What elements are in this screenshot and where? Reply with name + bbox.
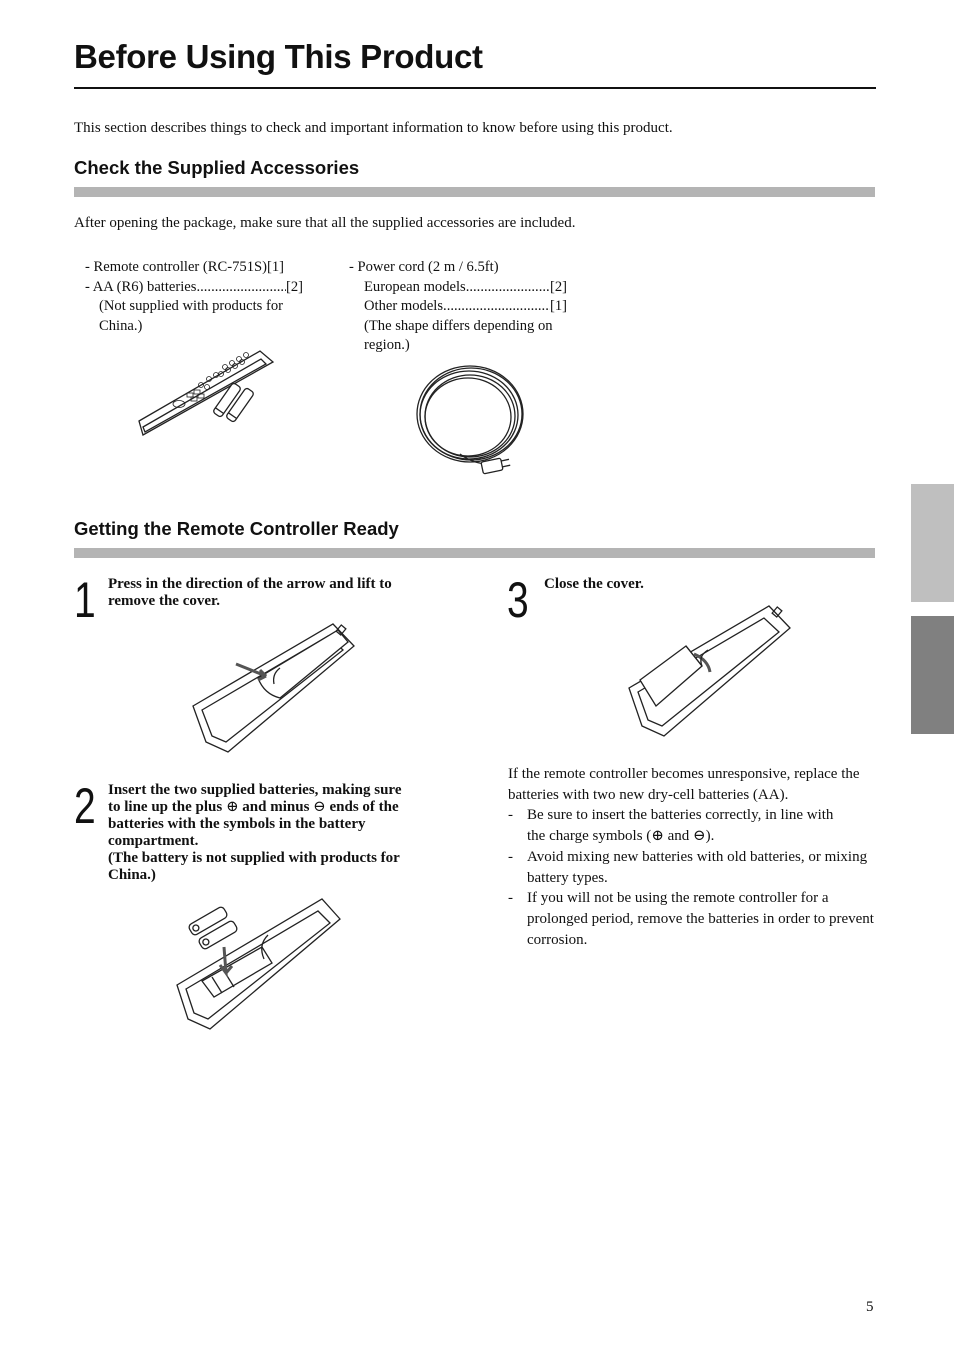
- accessories-intro: After opening the package, make sure that all the supplied accessories are included.: [74, 215, 576, 231]
- note-item: - If you will not be using the remote controller for a prolonged period, remove the batteries in order to prevent corrosion.: [508, 890, 874, 948]
- note-item: - Be sure to insert the batteries correctly, in line with the charge symbols (⊕ and ⊖).: [508, 807, 834, 845]
- step-2-number: 2: [74, 778, 96, 834]
- accessory-remote: - Remote controller (RC-751S)[1]: [85, 259, 284, 275]
- power-cord-illustration: [410, 362, 535, 482]
- plus-symbol: ⊕: [651, 828, 664, 845]
- step-2-text: Insert the two supplied batteries, making sure to line up the plus ⊕ and minus ⊖ ends of the batteries with the symbols in the battery compartment. (The battery is not supplied with products for China.): [108, 782, 402, 883]
- accessory-cord-note: (The shape differs depending on: [364, 317, 553, 334]
- accessories-rule: [74, 187, 875, 197]
- step-3-text: Close the cover.: [544, 576, 644, 592]
- insert-batteries-illustration: [172, 893, 344, 1033]
- remote-ready-rule: [74, 548, 875, 558]
- step-3-number: 3: [507, 572, 529, 628]
- section-tab-light: [911, 484, 954, 602]
- notes-intro: If the remote controller becomes unresponsive, replace the batteries with two new dry-cell batteries (AA).: [508, 766, 860, 803]
- note-item: - Avoid mixing new batteries with old batteries, or mixing battery types.: [508, 848, 868, 886]
- plus-symbol: ⊕: [225, 799, 239, 815]
- accessory-other-models: Other models ..... [1]: [349, 297, 567, 317]
- remote-controller-illustration: [135, 345, 280, 440]
- battery-notes: [508, 764, 883, 950]
- title-rule: [74, 87, 876, 89]
- remote-ready-heading: Getting the Remote Controller Ready: [74, 518, 399, 539]
- accessory-eu-models: European models ..... [2]: [349, 278, 567, 298]
- step-1-text: Press in the direction of the arrow and lift to remove the cover.: [108, 576, 392, 609]
- minus-symbol: ⊖: [693, 828, 706, 845]
- accessory-power-cord: - Power cord (2 m / 6.5ft): [349, 259, 499, 275]
- accessory-batteries-note: (Not supplied with products for: [99, 298, 284, 314]
- page-title: Before Using This Product: [74, 38, 483, 75]
- accessory-batteries-note-2: China.): [99, 317, 143, 334]
- minus-symbol: ⊖: [313, 799, 326, 815]
- accessory-list-left: [85, 258, 303, 336]
- accessories-heading: Check the Supplied Accessories: [74, 157, 360, 178]
- accessory-list-right: [349, 258, 567, 356]
- remove-cover-illustration: [188, 618, 360, 758]
- close-cover-illustration: [624, 600, 796, 742]
- accessory-cord-note-2: region.): [364, 337, 410, 353]
- section-tab-dark: [911, 616, 954, 734]
- accessory-batteries: - AA (R6) batteries ..... [2]: [85, 278, 303, 298]
- intro-text: This section describes things to check and important information to know before using this product.: [74, 120, 673, 136]
- page-number: 5: [866, 1299, 874, 1315]
- step-1-number: 1: [74, 572, 96, 628]
